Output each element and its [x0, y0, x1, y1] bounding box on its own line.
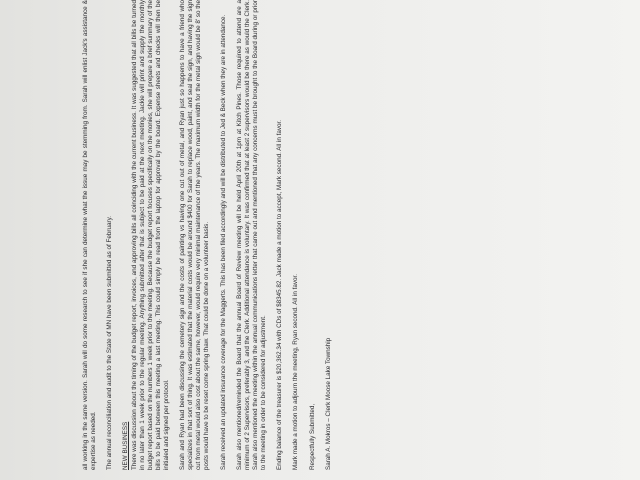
new-business-heading: NEW BUSINESS — [122, 421, 130, 470]
paragraph-annual-reconciliation: The annual reconciliation and audit to the State of MN have been submitted as of February. — [106, 215, 114, 470]
new-business-section — [122, 0, 171, 470]
paragraph-budget-report: There was discussion about the timing of the budget report, invoices, and approving bills all coinciding with the current business. It was suggested that all bills be turned in no later than 1 week prior to the regular meeting. Anything submitted after that is subject to be paid at the next meeting. Jackie will print and supply the monthly budget report based on the numbers 1 week prior to the meeting. Because the budget report focuses specifically on the monies, she will prepare a brief summary of the bills to be paid between this meeting a last meeting. This could simply be read from the laptop for approval by the board. Expense sheets and checks will then be initialed and signed per protocol. — [130, 0, 170, 470]
signature-clerk: Sarah A. Mokros – Clerk Moose Lake Township — [324, 337, 332, 470]
paragraph-adjourn: Mark made a motion to adjourn the meeting, Ryan second. All in favor. — [292, 273, 300, 470]
meeting-minutes-page — [82, 0, 352, 470]
paragraph-insurance: Sarah received an updated insurance coverage for the Maggerts. This has been filed accordingly and will be distributed to Jed & Beck when they are in attendance. — [219, 14, 227, 470]
paragraph-treasurer-balance: Ending balance of the treasurer is $20,362.34 with CDs of $8345.82. Jack made a motion to accept, Mark second. All in favor. — [276, 119, 284, 470]
paragraph-board-of-review: Sarah also mentioned/reminded the Board that the annual Board of Review meeting will be held April 20th at 1pm at Kitch Pines. Those required to attend are a minimum of 2 Supervisors, preferably 3, and the Clerk. Additional attendance is voluntary. It was confirmed that at least 2 supervisors would be there as would the Clerk. Sarah also mentioned the meeting within the annual communications letter that came out and mentioned that any concerns must be brought to the Board during or prior to the meeting in order to be considered for adjustment. — [235, 0, 268, 470]
paragraph-software-version: all working in the same version. Sarah will do some research to see if she can determine what the issue may be stemming from. Sarah will enlist Jack's assistance & expertise as needed. — [82, 0, 98, 470]
closing-respectfully-submitted: Respectfully Submitted, — [308, 403, 316, 470]
paragraph-cemetery-sign: Sarah and Ryan had been discussing the cemetery sign and the costs of painting vs having one cut out of metal, and Ryan just so happens to have a friend who specializes in that sort of thing. It was estimated that the material costs would be around $400 for Sarah to replace wood, paint, and seal the sign, and having the sign cut from metal would also cost about the same, however, would require very minimal maintenance of the years. The maximum width for the metal sign would be 8' so the posts would have to be reset come spring thaw. That could be done on a volunteer basis. — [179, 0, 211, 470]
